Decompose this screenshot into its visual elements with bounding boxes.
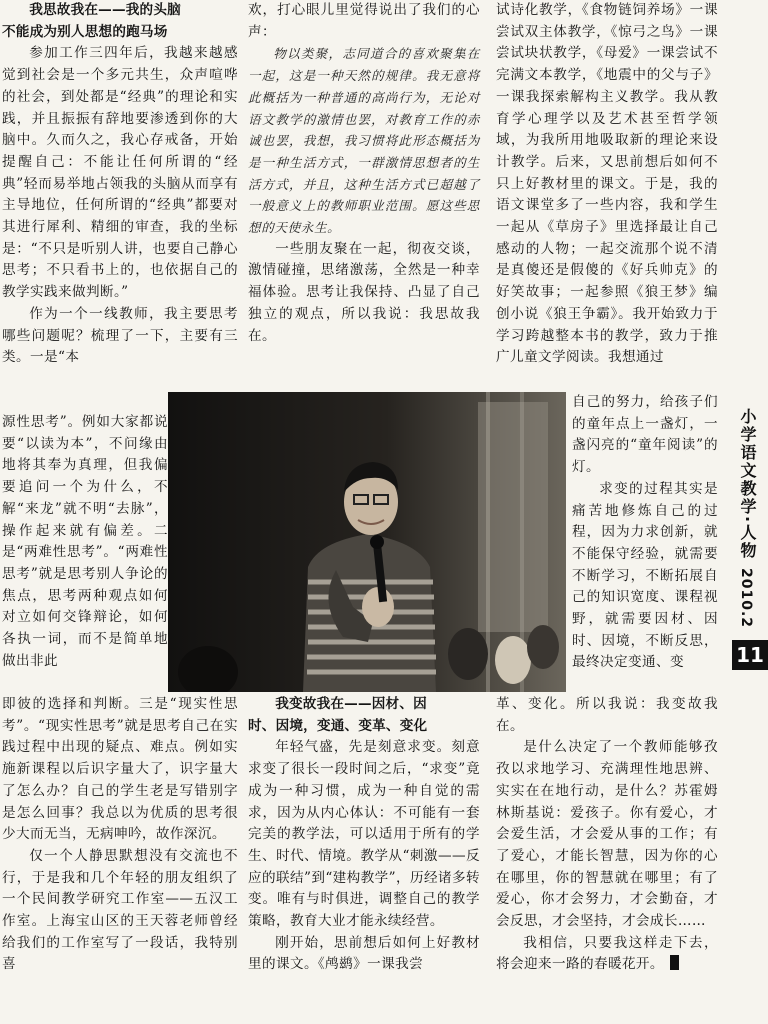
section-1-paragraph-2-part-3: 即彼的选择和判断。三是“现实性思考”。“现实性思考”就是思考自己在实践过程中出现的疑点、难点。例如实施新课程以后识字量大了，识字量大了怎么办？自己的学生老是写错别字是怎么回事？我总以为优质的思考很少大而无当，无病呻吟，故作深沉。 xyxy=(2,696,238,843)
section-1-paragraph-3: 仅一个人静思默想没有交流也不行，于是我和几个年轻的朋友组织了一个民间教学研究工作室——五汉工作室。上海宝山区的王天蓉老师曾经给我们的工作室写了一段话，我特别喜 xyxy=(2,847,238,973)
column-1-bottom xyxy=(2,694,238,976)
section-2-paragraph-3-cont: 革、变化。所以我说：我变故我在。 xyxy=(496,696,718,734)
column-3-narrow xyxy=(572,392,718,674)
magazine-issue: 2010.2 xyxy=(738,568,754,629)
section-2-paragraph-2-end: 自己的努力，给孩子们的童年点上一盏灯，一盏闪亮的“童年阅读”的灯。 xyxy=(572,394,718,476)
column-3-top xyxy=(496,0,718,369)
section-2-paragraph-3: 求变的过程其实是痛苦地修炼自己的过程，因为力求创新，就不能保守经验，就需要不断学习，不断拓展自己的知识宽度、课程视野，就需要因材、因时、因境，不断反思，最终决定变通、变 xyxy=(572,480,718,671)
page-number: 11 xyxy=(732,640,768,670)
column-2-bottom xyxy=(248,694,480,976)
column-3-bottom xyxy=(496,694,718,976)
section-1-heading-cont: 不能成为别人思想的跑马场 xyxy=(2,23,168,40)
closing-text: 我相信，只要我这样走下去，将会迎来一路的春暖花开。 xyxy=(496,934,718,973)
section-2-heading-cont: 时、因境，变通、变革、变化 xyxy=(248,717,428,734)
section-2-heading: 我变故我在——因材、因 xyxy=(275,696,427,712)
section-1-paragraph-1: 参加工作三四年后，我越来越感觉到社会是一个多元共生，众声喧哗的社会，到处都是“经典”的理论和实践，并且振振有辞地要渗透到你的大脑中。久而久之，我心存戒备，开始提醒自己：不能让任何所谓的“经典”轻而易举地占领我的头脑从而享有主导地位，任何所谓的“经典”都要对其进行犀利、精细的审查，我的坐标是：“不只是听别人讲，也要自己静心思考；不只看书上的，也依据自己的教学实践来做判断。” xyxy=(2,45,238,301)
section-2-paragraph-2-cont: 试诗化教学，《食物链饲养场》一课尝试双主体教学，《惊弓之鸟》一课尝试块状教学，《母爱》一课尝试不完满文本教学，《地震中的父与子》一课我探索解构主义教学。我从教育学心理学以及艺术甚至哲学领域，为我所用地吸取新的理论来设计教学。后来，又思前想后如何不只上好教材里的课文。于是，我的语文课堂多了一些内容，我和学生一起从《草房子》里选择最让自己感动的人物；一起交流那个说不清是真傻还是假傻的《好兵帅克》的好笑故事；一起参照《狼王梦》编创小说《狼王争霸》。我开始致力于学习跨越整本书的教学，致力于推广儿童文学阅读。我想通过 xyxy=(496,2,718,366)
section-1-paragraph-4: 一些朋友聚在一起，彻夜交谈，激情碰撞，思绪激荡，全然是一种幸福体验。思考让我保持、凸显了自己独立的观点，所以我说：我思故我在。 xyxy=(248,240,480,344)
section-3-paragraph-1: 是什么决定了一个教师能够孜孜以求地学习、充满理性地思辨、实实在在地行动，是什么？苏霍姆林斯基说：爱孩子。你有爱心，才会爱生活，才会爱从事的工作；有了爱心，才能长智慧，因为你的心在哪里，你的智慧就在哪里；有了爱心，你才会努力，才会勤奋，才会反思，才会坚持，才会成长…… xyxy=(496,739,718,930)
speaker-photo-image xyxy=(168,392,566,692)
section-1-quote: 物以类聚，志同道合的喜欢聚集在一起，这是一种天然的规律。我无意将此概括为一种普通的高尚行为，无论对语文教学的激情也罢，对教育工作的赤诚也罢，我想，我习惯将此形态概括为是一种生活方式，一群激情思想者的生活方式，并且，这种生活方式已超越了一般意义上的教师职业范围。愿这些思想的天使永生。 xyxy=(248,46,480,236)
column-2-top xyxy=(248,0,480,347)
end-mark-icon xyxy=(670,955,679,970)
section-1-paragraph-2-part-2: 源性思考”。例如大家都说要“以读为本”，不问缘由地将其奉为真理，但我偏要追问一个为什么，不解“来龙”就不明“去脉”，操作起来就有偏差。二是“两难性思考”。“两难性思考”就是思考别人争论的焦点，思考两种观点如何对立如何交锋辩论，如何各执一词，而不是简单地做出非此 xyxy=(2,414,168,669)
column-1-top xyxy=(2,0,238,369)
section-1-heading: 我思故我在——我的头脑 xyxy=(29,2,181,18)
magazine-title: 小学语文教学·人物 xyxy=(738,408,757,561)
column-1-narrow xyxy=(2,412,168,672)
speaker-photo xyxy=(168,392,566,692)
section-2-paragraph-1: 年轻气盛，先是刻意求变。刻意求变了很长一段时间之后，“求变”竟成为一种习惯，成为一种自觉的需求，因为从内心体认：不可能有一套完美的教学法，可以适用于所有的学生、时代、情境。教学从“刺激——反应的联结”到“建构教学”，历经诸多转变。唯有与时俱进，调整自己的教学策略，教育大业才能永续经营。 xyxy=(248,739,480,930)
section-3-paragraph-2 xyxy=(496,933,718,976)
section-1-paragraph-2-part-1: 作为一个一线教师，我主要思考哪些问题呢？梳理了一下，主要有三类。一是“本 xyxy=(2,305,238,366)
section-1-paragraph-3-cont: 欢，打心眼儿里觉得说出了我们的心声： xyxy=(248,2,480,40)
section-2-paragraph-2: 刚开始，思前想后如何上好教材里的课文。《鸬鹚》一课我尝 xyxy=(248,934,480,973)
